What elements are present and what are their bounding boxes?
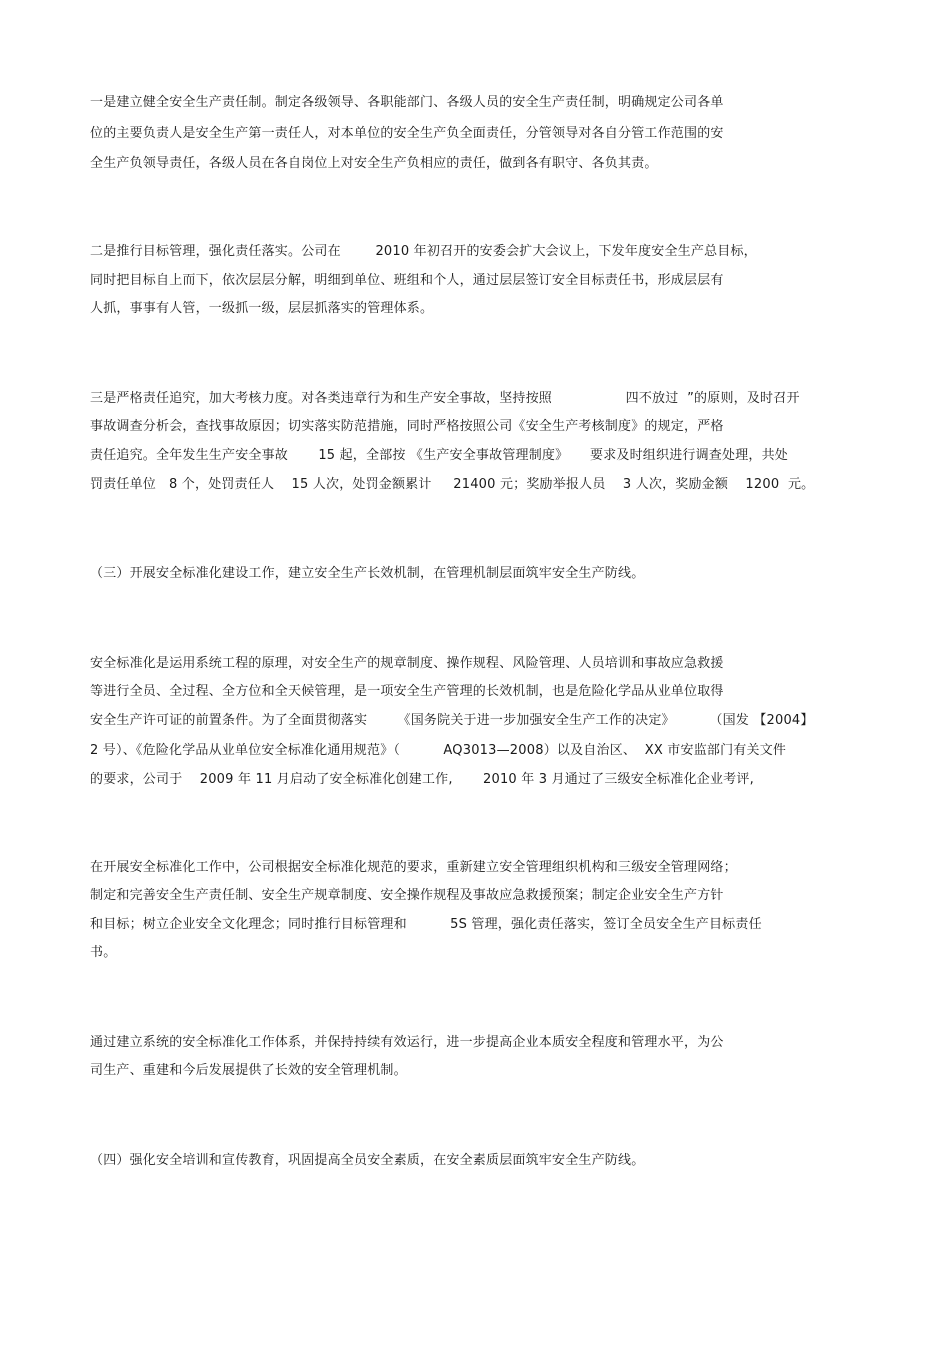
text-line: 位的主要负责人是安全生产第一责任人，对本单位的安全生产负全面责任，分管领导对各自分管工作范围的安 bbox=[90, 126, 724, 141]
text-line: 等进行全员、全过程、全方位和全天候管理，是一项安全生产管理的长效机制，也是危险化学品从业单位取得 bbox=[90, 684, 724, 699]
text-line: 人抓，事事有人管，一级抓一级，层层抓落实的管理体系。 bbox=[90, 301, 434, 316]
text-line: 在开展安全标准化工作中，公司根据安全标准化规范的要求，重新建立安全管理组织机构和三级安全管理网络； bbox=[90, 860, 737, 875]
section-heading: （四）强化安全培训和宣传教育，巩固提高全员安全素质，在安全素质层面筑牢安全生产防线。 bbox=[90, 1153, 645, 1168]
text-line: 制定和完善安全生产责任制、安全生产规章制度、安全操作规程及事故应急救援预案；制定企业安全生产方针 bbox=[90, 888, 724, 903]
text-line: 二是推行目标管理，强化责任落实。公司在 2010 年初召开的安委会扩大会议上，下发年度安全生产总目标， bbox=[90, 244, 757, 259]
text-line: 全生产负领导责任，各级人员在各自岗位上对安全生产负相应的责任，做到各有职守、各负其责。 bbox=[90, 156, 658, 171]
text-line: 一是建立健全安全生产责任制。制定各级领导、各职能部门、各级人员的安全生产责任制，明确规定公司各单 bbox=[90, 95, 724, 110]
text-line: 2 号）、《危险化学品从业单位安全标准化通用规范》（ AQ3013—2008）以及自治区、 XX 市安监部门有关文件 bbox=[90, 743, 787, 758]
text-line: 和目标；树立企业安全文化理念；同时推行目标管理和 5S 管理，强化责任落实，签订全员安全生产目标责任 bbox=[90, 917, 762, 932]
text-line: 同时把目标自上而下，依次层层分解，明细到单位、班组和个人，通过层层签订安全目标责任书，形成层层有 bbox=[90, 273, 724, 288]
text-line: 书。 bbox=[90, 945, 117, 960]
text-line: 三是严格责任追究，加大考核力度。对各类违章行为和生产安全事故，坚持按照 四不放过 ”的原则，及时召开 bbox=[90, 391, 800, 406]
section-heading: （三）开展安全标准化建设工作，建立安全生产长效机制，在管理机制层面筑牢安全生产防线。 bbox=[90, 566, 645, 581]
text-line: 责任追究。全年发生生产安全事故 15 起，全部按 《生产安全事故管理制度》 要求及时组织进行调查处理，共处 bbox=[90, 448, 788, 463]
text-line: 罚责任单位 8 个，处罚责任人 15 人次，处罚金额累计 21400 元；奖励举报人员 3 人次，奖励金额 1200 元。 bbox=[90, 477, 815, 492]
text-line: 安全标准化是运用系统工程的原理，对安全生产的规章制度、操作规程、风险管理、人员培训和事故应急救援 bbox=[90, 656, 724, 671]
text-line: 事故调查分析会，查找事故原因；切实落实防范措施，同时严格按照公司《安全生产考核制度》的规定，严格 bbox=[90, 419, 724, 434]
text-line: 司生产、重建和今后发展提供了长效的安全管理机制。 bbox=[90, 1063, 407, 1078]
text-line: 的要求，公司于 2009 年 11 月启动了安全标准化创建工作, 2010 年 3 月通过了三级安全标准化企业考评, bbox=[90, 772, 754, 787]
text-line: 安全生产许可证的前置条件。为了全面贯彻落实 《国务院关于进一步加强安全生产工作的决定》 （国发 【2004】 bbox=[90, 713, 814, 728]
text-line: 通过建立系统的安全标准化工作体系，并保持持续有效运行，进一步提高企业本质安全程度和管理水平，为公 bbox=[90, 1035, 724, 1050]
